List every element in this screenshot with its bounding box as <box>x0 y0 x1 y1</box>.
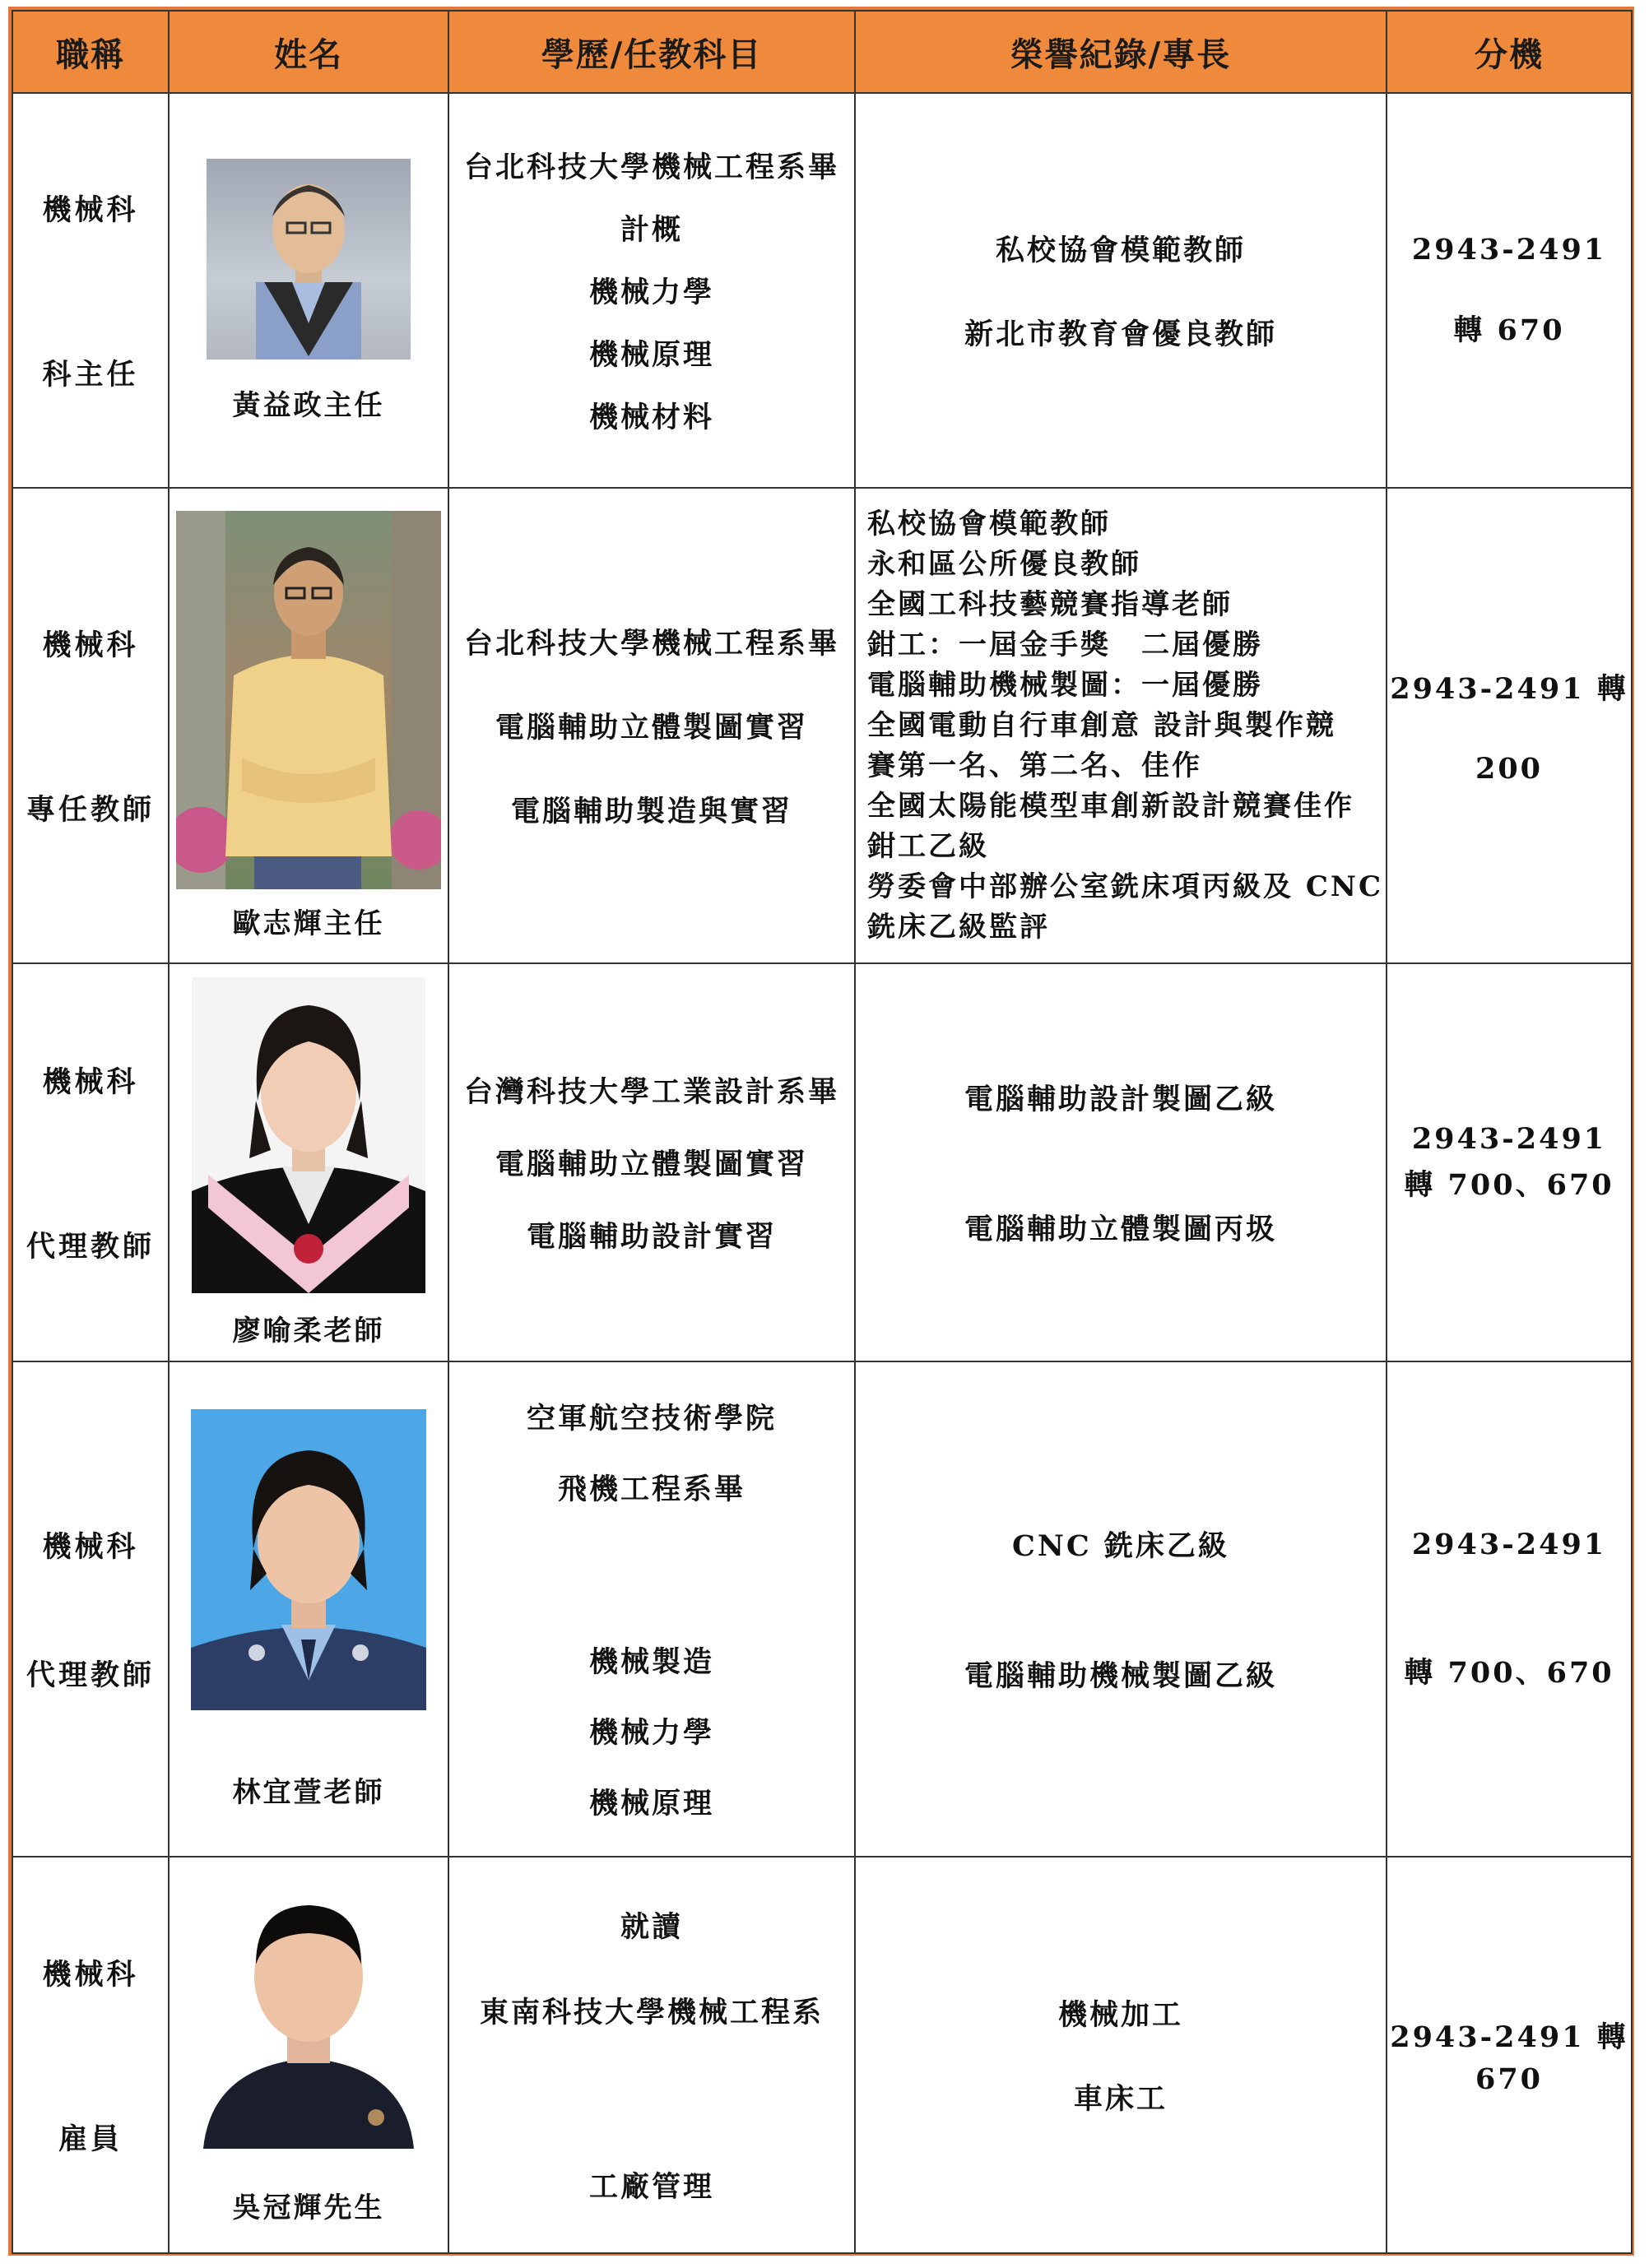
teacher-photo <box>192 977 425 1293</box>
honor-line: 車床工 <box>1073 2082 1168 2116</box>
honor-line: 新北市教育會優良教師 <box>964 318 1277 351</box>
education-line: 機械原理 <box>588 1787 714 1820</box>
department-label: 機械科 <box>42 1530 139 1564</box>
extension-number: 2943-2491 轉 <box>1390 671 1628 706</box>
honors-cell <box>855 1857 1387 2253</box>
honors-cell <box>855 488 1387 963</box>
header-title: 職稱 <box>12 11 169 93</box>
name-cell <box>169 963 448 1361</box>
education-cell <box>448 1361 855 1857</box>
extension-cell <box>1387 1857 1632 2253</box>
honors-cell <box>855 1361 1387 1857</box>
title-cell <box>12 1361 169 1857</box>
position-label: 雇員 <box>58 2122 123 2156</box>
education-line: 電腦輔助製造與實習 <box>510 795 792 828</box>
education-line: 電腦輔助設計實習 <box>526 1220 777 1254</box>
honor-line: CNC 銑床乙級 <box>1012 1529 1229 1563</box>
extension-number: 670 <box>1475 2062 1544 2096</box>
department-label: 機械科 <box>42 1958 139 1992</box>
honor-line: 賽第一名、第二名、佳作 <box>867 749 1202 782</box>
honor-line: 電腦輔助設計製圖乙級 <box>964 1083 1277 1116</box>
name-cell <box>169 1857 448 2253</box>
header-name: 姓名 <box>169 11 448 93</box>
honor-line: 電腦輔助立體製圖丙圾 <box>964 1213 1277 1246</box>
honor-line: 機械加工 <box>1057 1998 1183 2032</box>
honor-line: 電腦輔助機械製圖：一屆優勝 <box>867 668 1263 702</box>
education-line: 台灣科技大學工業設計系畢 <box>463 1075 839 1109</box>
education-line: 機械材料 <box>588 401 714 434</box>
name-cell <box>169 93 448 488</box>
header-honors: 榮譽紀錄/專長 <box>855 11 1387 93</box>
honors-cell <box>855 93 1387 488</box>
position-label: 科主任 <box>42 358 139 392</box>
extension-number: 2943-2491 <box>1411 232 1607 267</box>
education-line: 東南科技大學機械工程系 <box>479 1996 824 2029</box>
honor-line: 私校協會模範教師 <box>995 234 1246 267</box>
honor-line: 銑床乙級監評 <box>867 910 1050 944</box>
header-row <box>12 11 1632 93</box>
name-cell <box>169 1361 448 1857</box>
education-cell <box>448 963 855 1361</box>
title-cell <box>12 1857 169 2253</box>
education-line: 就讀 <box>620 1910 683 1944</box>
education-line: 台北科技大學機械工程系畢 <box>463 627 839 661</box>
extension-number: 轉 700、670 <box>1404 1655 1614 1690</box>
table-row <box>12 93 1632 488</box>
title-cell <box>12 93 169 488</box>
staff-table <box>12 10 1633 2254</box>
honor-line: 永和區公所優良教師 <box>867 547 1141 581</box>
table-row <box>12 488 1632 963</box>
honor-line: 全國電動自行車創意 設計與製作競 <box>867 708 1336 742</box>
teacher-name: 黃益政主任 <box>232 388 385 422</box>
extension-number: 2943-2491 轉 <box>1390 2020 1628 2054</box>
department-label: 機械科 <box>42 193 139 227</box>
education-cell <box>448 488 855 963</box>
honor-line: 鉗工：一屆金手獎 二屆優勝 <box>867 628 1263 661</box>
teacher-name: 林宜萱老師 <box>232 1775 385 1809</box>
education-line: 台北科技大學機械工程系畢 <box>463 151 839 184</box>
education-line: 機械原理 <box>588 338 714 372</box>
table-row <box>12 1361 1632 1857</box>
education-line: 機械力學 <box>588 276 714 309</box>
header-extension: 分機 <box>1387 11 1632 93</box>
education-line: 飛機工程系畢 <box>557 1473 746 1506</box>
header-education: 學歷/任教科目 <box>448 11 855 93</box>
teacher-photo <box>191 1409 426 1710</box>
teacher-photo <box>207 159 411 359</box>
teacher-name: 廖喻柔老師 <box>232 1314 385 1347</box>
honors-cell <box>855 963 1387 1361</box>
department-label: 機械科 <box>42 628 139 662</box>
honor-line: 全國工科技藝競賽指導老師 <box>867 587 1233 621</box>
extension-number: 轉 700、670 <box>1404 1167 1614 1202</box>
extension-cell <box>1387 1361 1632 1857</box>
honor-line: 勞委會中部辦公室銑床項丙級及 CNC <box>867 870 1384 903</box>
honor-line: 全國太陽能模型車創新設計競賽佳作 <box>867 789 1354 823</box>
title-cell <box>12 963 169 1361</box>
honor-line: 電腦輔助機械製圖乙級 <box>964 1659 1277 1693</box>
position-label: 專任教師 <box>26 793 155 827</box>
title-cell <box>12 488 169 963</box>
education-line: 電腦輔助立體製圖實習 <box>495 711 808 744</box>
position-label: 代理教師 <box>26 1230 155 1264</box>
extension-number: 轉 670 <box>1453 313 1565 347</box>
education-line: 電腦輔助立體製圖實習 <box>495 1148 808 1181</box>
honor-line: 私校協會模範教師 <box>867 507 1111 540</box>
education-cell <box>448 1857 855 2253</box>
teacher-name: 歐志輝主任 <box>232 907 385 940</box>
education-line: 機械力學 <box>588 1716 714 1750</box>
extension-number: 200 <box>1475 751 1544 786</box>
teacher-photo <box>176 511 441 889</box>
education-line: 機械製造 <box>588 1645 714 1679</box>
education-cell <box>448 93 855 488</box>
teacher-name: 吳冠輝先生 <box>232 2191 385 2224</box>
extension-cell <box>1387 93 1632 488</box>
education-line: 計概 <box>620 213 683 247</box>
name-cell <box>169 488 448 963</box>
department-label: 機械科 <box>42 1065 139 1099</box>
extension-cell <box>1387 488 1632 963</box>
teacher-photo <box>187 1885 430 2149</box>
extension-number: 2943-2491 <box>1411 1527 1607 1561</box>
education-line: 工廠管理 <box>588 2170 714 2204</box>
table-row <box>12 1857 1632 2253</box>
education-line: 空軍航空技術學院 <box>526 1402 777 1435</box>
extension-cell <box>1387 963 1632 1361</box>
honor-line: 鉗工乙級 <box>867 829 989 863</box>
extension-number: 2943-2491 <box>1411 1121 1607 1156</box>
position-label: 代理教師 <box>26 1658 155 1692</box>
table-row <box>12 963 1632 1361</box>
